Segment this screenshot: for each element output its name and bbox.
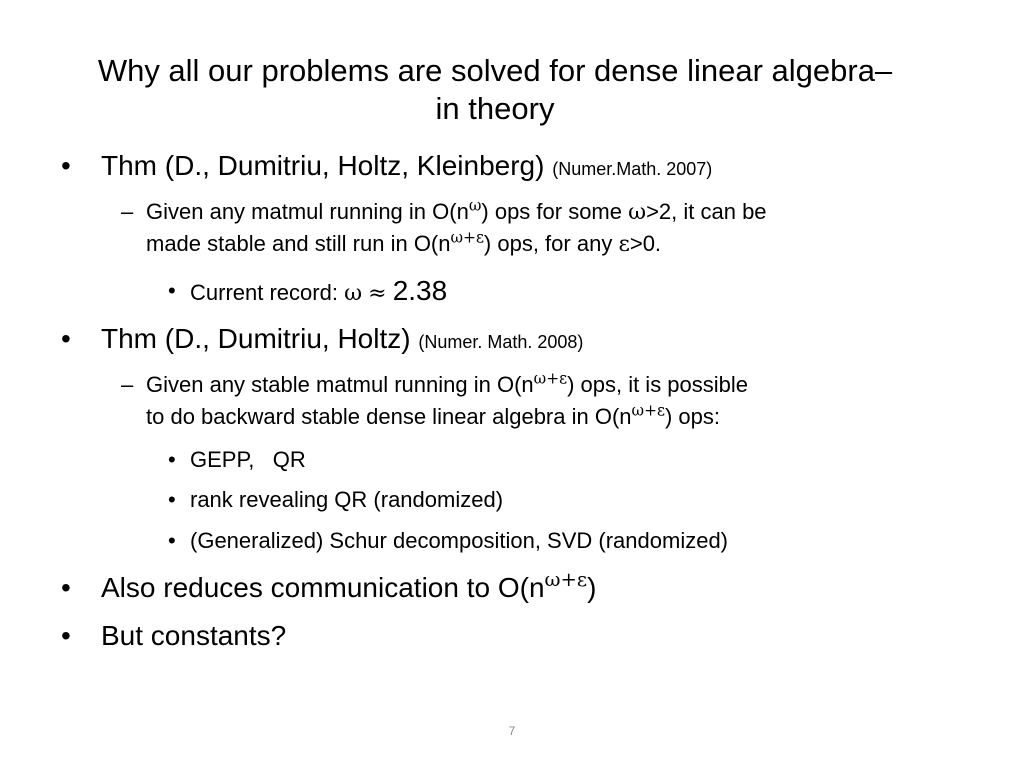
epsilon-symbol: ε — [618, 232, 630, 257]
bullet-marker: • — [61, 323, 71, 354]
list-item-gepp-qr: • GEPP, QR — [168, 447, 306, 472]
title-line-2: in theory — [435, 91, 555, 126]
omega-plus-epsilon-exponent: ω+ε — [544, 568, 588, 592]
bullet-thm-2 — [61, 323, 584, 358]
thm-1-title: Thm (D., Dumitriu, Holtz, Kleinberg) — [101, 150, 545, 181]
list-item-rank-revealing-qr: • rank revealing QR (randomized) — [168, 487, 504, 512]
current-record — [168, 275, 448, 307]
title-line-1: Why all our problems are solved for dense linear algebra– — [97, 53, 893, 88]
bullet-marker: • — [61, 620, 71, 651]
thm-1-statement-line-1: – Given any matmul running in $O(n^\omega)$ ops for some ω>2, it can be — [146, 196, 767, 229]
bullet-marker: • — [168, 528, 176, 553]
omega-symbol: ω — [628, 200, 647, 225]
dash-marker: – — [121, 199, 134, 224]
bullet-marker: • — [61, 572, 71, 603]
page-number: 7 — [508, 724, 516, 738]
thm-1-statement-line-2: made stable and still run in $O(n^{\omega+\varepsilon})$ ops, for any ε>0. — [146, 228, 662, 257]
thm-2-statement-line-2: to do backward stable dense linear algebra in $O(n^{\omega+\varepsilon})$ ops: — [146, 401, 720, 429]
omega-plus-epsilon-exponent: ω+ε — [533, 369, 568, 388]
bullet-marker: • — [168, 278, 176, 303]
bullet-communication: • Also reduces communication to $O(n^{\omega+\varepsilon})$ — [61, 568, 597, 603]
approx-symbol: ≈ — [368, 281, 387, 306]
bullet-thm-1 — [61, 150, 713, 185]
dash-marker: – — [121, 372, 134, 397]
list-item-schur-svd: • (Generalized) Schur decomposition, SVD (randomized) — [168, 528, 729, 553]
bullet-marker: • — [168, 487, 176, 512]
slide-title — [20, 52, 970, 128]
thm-2-title: Thm (D., Dumitriu, Holtz) — [101, 323, 411, 354]
thm-2-statement-line-1: – Given any stable matmul running in $O(n^{\omega+\varepsilon})$ ops, it is possible — [146, 369, 748, 401]
bullet-marker: • — [61, 150, 71, 181]
bullet-constants: • But constants? — [61, 620, 287, 651]
omega-exponent: ω — [468, 196, 482, 215]
omega-symbol: ω — [344, 281, 363, 306]
thm-2-reference: (Numer. Math. 2008) — [418, 332, 584, 352]
bullet-marker: • — [168, 447, 176, 472]
omega-plus-epsilon-exponent: ω+ε — [450, 228, 484, 247]
current-record-value: 2.38 — [392, 275, 448, 306]
omega-plus-epsilon-exponent: ω+ε — [631, 401, 665, 420]
current-record-label: Current record: — [190, 280, 345, 305]
thm-1-reference: (Numer.Math. 2007) — [552, 159, 713, 179]
